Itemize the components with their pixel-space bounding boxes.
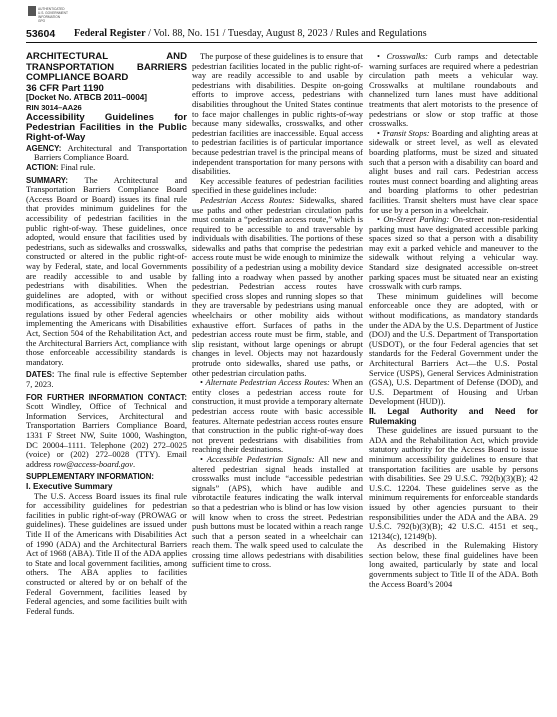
rin-number: RIN 3014–AA26 bbox=[26, 102, 82, 112]
alternate-routes-text: When an entity closes a pedestrian access route for construction, it must provide a temporary alternate pedestrian access route with basic accessible features. Alternate pedestrian access routes ensure that construction in the public right-of-way does not prevent pedestrians with disabilities from reaching their destinations. bbox=[192, 377, 363, 455]
section-heading-executive-summary: I. Executive Summary bbox=[26, 480, 113, 491]
docket-number: [Docket No. ATBCB 2011–0004] bbox=[26, 93, 148, 103]
cfr-part: 36 CFR Part 1190 bbox=[26, 82, 104, 94]
legal-authority-paragraph: These guidelines are issued pursuant to the ADA and the Rehabilitation Act, which provide statutory authority for the Access Board to issue minimum accessibility guidelines to ensure that transportation facilities are usable by persons with disabilities. See 29 U.S.C. 792(b)(3)(B); 42 U.S.C. 12204. These guidelines serve as the minimum requirements for enforceable standards issued by other agencies pursuant to their responsibilities under the ADA and the ABA. 29 U.S.C. 792(b)(3)(B); 42 U.S.C. 4151 et seq., 12134(c), 12149(b). bbox=[369, 425, 538, 541]
contact-paragraph bbox=[26, 393, 187, 470]
pedestrian-access-routes-term: Pedestrian Access Routes: bbox=[200, 194, 295, 205]
dates-label: DATES: bbox=[26, 370, 55, 380]
gpo-authentication-logo bbox=[28, 3, 68, 23]
agency-text: Architectural and Transportation Barriers Compliance Board. bbox=[34, 142, 187, 163]
accessible-signals-text: All new and altered pedestrian signal heads installed at crosswalks must include “accessible pedestrian signals” (APS), which have audible and vibrotactile features indicating the walk interval so that a pedestrian who is blind or has low vision will know when to cross the street. Pedestrian push buttons must be located within a reach range such that a person seated in a wheelchair can reach them. The walk speed used to calculate the crossing time allows pedestrians with disabilities sufficient time to cross. bbox=[192, 453, 363, 570]
pedestrian-access-routes-text: Sidewalks, shared use paths and other pedestrian circulation paths must contain a “pedestrian access route,” which is required to be accessible to and traversable by individuals with disabilities. The portions of these sidewalks and paths that comprise the pedestrian access route must be wide enough to minimize the possibility of a pedestrian using a mobility device falling into a roadway when passed by another pedestrian. Pedestrian access routes have specified cross slopes and running slopes so that they are traversable by pedestrians using manual wheelchairs or other mobility aids without exhaustive effort. Surfaces of paths in the pedestrian access route must be firm, stable, and slip resistant, without large openings or abrupt changes in level. Objects may not hazardously protrude onto sidewalks, shared use paths, or other pedestrian circulation paths. bbox=[192, 194, 363, 378]
alternate-routes-paragraph bbox=[192, 378, 363, 455]
summary-text: The Architectural and Transportation Barriers Compliance Board (Access Board or Board) issues its final rule that provides minimum guidelines for the accessibility of pedestrian facilities in the public right-of-way. These guidelines, once adopted, would ensure that facilities used by pedestrians, such as sidewalks and crosswalks, constructed or altered in the public right-of-way by Federal, state, and local Governments are readily accessible to and usable by pedestrians with disabilities. When the guidelines are adopted, with or without modifications, as accessibility standards in regulations issued by other Federal agencies implementing the Americans with Disabilities Act, Section 504 of the Rehabilitation Act, and the Architectural Barriers Act, compliance with those enforceable accessibility standards is mandatory. bbox=[26, 174, 187, 367]
summary-label: SUMMARY: bbox=[26, 175, 69, 185]
document-title: Accessibility Guidelines for Pedestrian Facilities in the Public Right-of-Way bbox=[26, 111, 187, 144]
eagle-seal-icon bbox=[28, 6, 36, 16]
summary-paragraph bbox=[26, 176, 187, 368]
transit-stops-paragraph bbox=[369, 129, 538, 215]
bullet-icon: • bbox=[377, 127, 383, 138]
supplementary-label: SUPPLEMENTARY INFORMATION: bbox=[26, 472, 154, 482]
agency-heading: ARCHITECTURAL AND TRANSPORTATION BARRIERS COMPLIANCE BOARD bbox=[26, 52, 187, 84]
action-label: ACTION: bbox=[26, 162, 59, 172]
running-header bbox=[26, 28, 537, 43]
bullet-icon: • bbox=[377, 214, 384, 225]
accessible-signals-term: Accessible Pedestrian Signals: bbox=[206, 453, 315, 464]
rulemaking-history-paragraph: As described in the Rulemaking History section below, these final guidelines have been long awaited, particularly by state and local governments subject to Title II of the ADA. Both the Access Board’s 2004 bbox=[369, 540, 538, 589]
contact-label: FOR FURTHER INFORMATION CONTACT: bbox=[26, 392, 187, 402]
executive-summary-paragraph: The U.S. Access Board issues its final rule for accessibility guidelines for pedestrian facilities in public right-of-way (PROWAG or guidelines). These guidelines are issued under Title II of the Americans with Disabilities Act of 1990 (ADA) and the Architectural Barriers Act of 1968 (ABA). Title II of the ADA applies to State and local government facilities, among others. The ABA applies to facilities constructed or altered by or on behalf of the Federal Government, facilities leased by Federal agencies, and some facilities built with Federal funds. bbox=[26, 490, 187, 616]
bullet-icon: • bbox=[200, 377, 206, 388]
logo-text: AUTHENTICATED U.S. GOVERNMENT INFORMATION GPO bbox=[38, 7, 68, 23]
dates-paragraph bbox=[26, 370, 187, 389]
transit-stops-text: Boarding and alighting areas at sidewalk or street level, as well as elevated boarding platforms, must be sized and situated such that a person with a disability can board and alight buses and rail cars. Pedestrian access routes must connect boarding and alighting areas and boarding platforms to other pedestrian facilities. Transit shelters must have clear space for use by a person in a wheelchair. bbox=[369, 127, 538, 215]
crosswalks-text: Curb ramps and detectable warning surfaces are required where a pedestrian circulation path meets a vehicular way. Crosswalks at multilane roundabouts and channelized turn lanes must have additional treatments that alert motorists to the presence of pedestrians or slow or stop traffic at those crosswalks. bbox=[369, 52, 538, 129]
column-1 bbox=[26, 52, 187, 712]
page-number: 53604 bbox=[26, 28, 56, 40]
agency-line bbox=[26, 144, 187, 163]
column-2 bbox=[192, 52, 363, 712]
dates-text: The final rule is effective September 7, 2023. bbox=[26, 369, 187, 390]
alternate-routes-term: Alternate Pedestrian Access Routes: bbox=[205, 377, 330, 388]
bullet-icon: • bbox=[377, 52, 387, 61]
purpose-paragraph: The purpose of these guidelines is to ensure that pedestrian facilities located in the public right-of-way are readily accessible to and usable by pedestrians with disabilities. Despite on-going efforts to improve access, pedestrians with disabilities throughout the United States continue to face major challenges in public rights-of-way because many sidewalks, crosswalks, and other pedestrian facilities are inaccessible. Equal access to pedestrian facilities is of particular importance because pedestrian travel is the principal means of independent transportation for many persons with disabilities. bbox=[192, 52, 363, 177]
on-street-parking-term: On-Street Parking: bbox=[383, 214, 450, 225]
pedestrian-access-routes-paragraph bbox=[192, 196, 363, 378]
action-line bbox=[26, 163, 187, 173]
enforceability-paragraph: These minimum guidelines will become enforceable once they are adopted, with or without modifications, as mandatory standards under the ADA by the U.S. Department of Justice (DOJ) and the U.S. Department of Transportation (USDOT), or the four Federal agencies that set standards for the Federal Government under the Architectural Barriers Act—the U.S. Postal Service (USPS), General Services Administration (GSA), U.S. Department of Defense (DOD), and U.S. Department of Housing and Urban Development (HUD)). bbox=[369, 290, 538, 407]
on-street-parking-paragraph bbox=[369, 215, 538, 292]
agency-label: AGENCY: bbox=[26, 143, 62, 153]
bullet-icon: • bbox=[200, 453, 207, 464]
journal-name: Federal Register bbox=[74, 28, 146, 39]
header-citation bbox=[74, 28, 427, 39]
contact-text: Scott Windley, Office of Technical and Information Services, Architectural and Transportation Barriers Compliance Board, 1331 F Street NW, Suite 1000, Washington, DC 20004–1111. Telephone (202) 272–0025 (voice) or (202) 272–0028 (TTY). Email address bbox=[26, 401, 187, 469]
action-text: Final rule. bbox=[58, 161, 96, 172]
issue-details: / Vol. 88, No. 151 / Tuesday, August 8, 2023 / Rules and Regulations bbox=[145, 28, 427, 39]
key-features-intro: Key accessible features of pedestrian facilities specified in these guidelines include: bbox=[192, 175, 363, 196]
column-3 bbox=[369, 52, 538, 712]
on-street-parking-text: On-street non-residential parking must have designated accessible parking spaces sized so that a person with a disability may exit a parked vehicle and maneuver to the sidewalk without relying a vehicular way. Standard size designated accessible on-street parking spaces must be situated near an existing crosswalk with curb ramps. bbox=[369, 214, 538, 292]
accessible-signals-paragraph bbox=[192, 455, 363, 570]
transit-stops-term: Transit Stops: bbox=[382, 127, 430, 138]
crosswalks-paragraph bbox=[369, 52, 538, 129]
section-heading-legal-authority: II. Legal Authority and Need for Rulemaking bbox=[369, 405, 538, 426]
crosswalks-term: Crosswalks: bbox=[386, 52, 428, 61]
contact-email-link[interactable]: row@access-board.gov bbox=[53, 458, 133, 469]
contact-end: . bbox=[132, 458, 136, 469]
